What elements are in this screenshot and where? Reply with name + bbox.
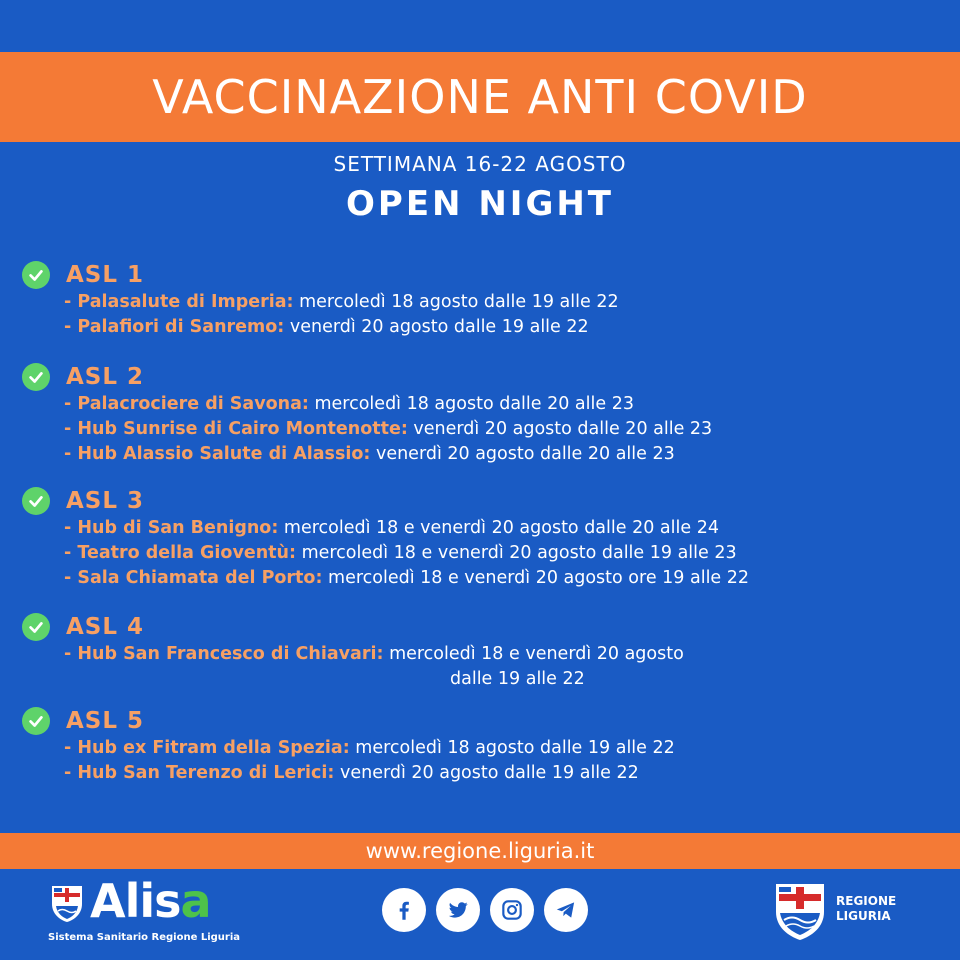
asl-title: ASL 5 <box>66 708 145 734</box>
facebook-icon[interactable] <box>382 888 426 932</box>
list-item: - Hub di San Benigno: mercoledì 18 e venerdì 20 agosto dalle 20 alle 24 <box>64 518 719 538</box>
list-item: - Palafiori di Sanremo: venerdì 20 agosto dalle 19 alle 22 <box>64 317 589 337</box>
list-item: - Hub San Terenzo di Lerici: venerdì 20 agosto dalle 19 alle 22 <box>64 763 639 783</box>
asl-title: ASL 1 <box>66 262 145 288</box>
asl-title: ASL 3 <box>66 488 145 514</box>
check-icon <box>22 487 50 515</box>
check-icon <box>22 261 50 289</box>
title-banner <box>0 52 960 142</box>
list-item-continuation: dalle 19 alle 22 <box>450 669 585 689</box>
alisa-logo <box>48 874 248 950</box>
page-title: VACCINAZIONE ANTI COVID <box>152 70 808 124</box>
asl-section-4 <box>22 612 684 692</box>
twitter-icon[interactable] <box>436 888 480 932</box>
regione-shield-icon <box>774 882 826 942</box>
list-item: - Palacrociere di Savona: mercoledì 18 agosto dalle 20 alle 23 <box>64 394 634 414</box>
liguria-shield-icon <box>50 884 84 924</box>
check-icon <box>22 707 50 735</box>
asl-title: ASL 2 <box>66 364 145 390</box>
website-link[interactable]: www.regione.liguria.it <box>365 839 595 863</box>
list-item: - Hub Alassio Salute di Alassio: venerdì 20 agosto dalle 20 alle 23 <box>64 444 675 464</box>
list-item: - Hub Sunrise di Cairo Montenotte: venerdì 20 agosto dalle 20 alle 23 <box>64 419 713 439</box>
check-icon <box>22 613 50 641</box>
regione-liguria-text: REGIONE LIGURIA <box>836 894 897 923</box>
website-banner <box>0 833 960 869</box>
regione-liguria-logo <box>774 882 924 944</box>
social-icons <box>382 888 588 932</box>
asl-section-1 <box>22 260 619 340</box>
list-item: - Teatro della Gioventù: mercoledì 18 e venerdì 20 agosto dalle 19 alle 23 <box>64 543 737 563</box>
list-item: - Palasalute di Imperia: mercoledì 18 agosto dalle 19 alle 22 <box>64 292 619 312</box>
telegram-icon[interactable] <box>544 888 588 932</box>
list-item: - Hub San Francesco di Chiavari: mercoledì 18 e venerdì 20 agosto <box>64 644 684 664</box>
asl-section-5 <box>22 706 675 786</box>
alisa-tagline: Sistema Sanitario Regione Liguria <box>48 932 241 943</box>
instagram-icon[interactable] <box>490 888 534 932</box>
alisa-brand: Alisa <box>90 874 211 928</box>
open-night-heading: OPEN NIGHT <box>346 184 614 224</box>
asl-section-3 <box>22 486 749 591</box>
asl-title: ASL 4 <box>66 614 145 640</box>
asl-section-2 <box>22 362 712 467</box>
week-label: SETTIMANA 16-22 AGOSTO <box>333 152 627 176</box>
check-icon <box>22 363 50 391</box>
list-item: - Sala Chiamata del Porto: mercoledì 18 e venerdì 20 agosto ore 19 alle 22 <box>64 568 750 588</box>
list-item: - Hub ex Fitram della Spezia: mercoledì 18 agosto dalle 19 alle 22 <box>64 738 675 758</box>
